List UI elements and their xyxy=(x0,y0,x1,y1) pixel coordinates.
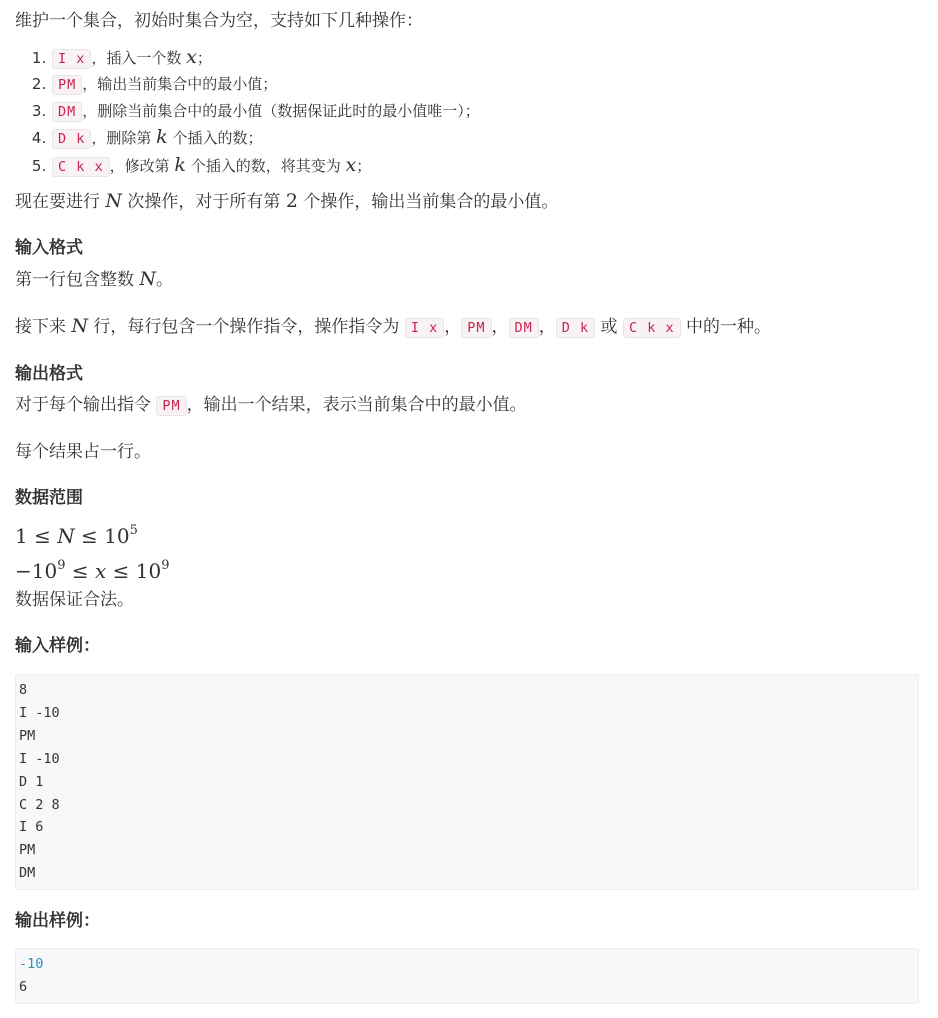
input-format-line2: 接下来 N 行，每行包含一个操作指令，操作指令为 I x ， PM ， DM ， D k 或 C k x 中的一种。 xyxy=(15,315,772,338)
op-text: 个插入的数，将其变为 xyxy=(185,156,346,175)
output-format-line2: 每个结果占一行。 xyxy=(15,442,151,463)
math-var: k xyxy=(156,126,168,149)
math-var: k xyxy=(174,153,186,176)
operation-list xyxy=(15,45,919,180)
math-number: 2 xyxy=(285,190,298,213)
inline-code: C k x xyxy=(52,157,110,177)
output-format-line1: 对于每个输出指令 PM ，输出一个结果，表示当前集合中的最小值。 xyxy=(15,395,527,416)
inline-code: PM xyxy=(461,318,491,338)
math-var: x xyxy=(345,153,357,176)
op-text: ，输出当前集合中的最小值； xyxy=(82,75,278,94)
math-var: x xyxy=(94,559,107,584)
math-var: N xyxy=(105,190,123,213)
inline-code: D k xyxy=(52,129,91,149)
output-format-heading: 输出格式 xyxy=(15,364,83,385)
list-item xyxy=(51,153,919,180)
task-text: 现在要进行 N 次操作，对于所有第 2 个操作，输出当前集合的最小值。 xyxy=(15,190,559,213)
sample-input-block[interactable]: 8 I -10 PM I -10 D 1 C 2 8 I 6 PM DM xyxy=(15,674,919,890)
inline-code: DM xyxy=(52,102,82,122)
inline-code: C k x xyxy=(623,318,681,338)
range-x: $-10^9 \le x \le 10^9$ xyxy=(15,558,170,584)
list-item xyxy=(51,125,919,152)
inline-code: PM xyxy=(52,75,82,95)
math-var: N xyxy=(57,524,75,549)
math-var: x xyxy=(186,46,197,68)
inline-code: I x xyxy=(52,49,91,69)
inline-code: I x xyxy=(405,318,444,338)
range-n: $1 \le N \le 10^5$ xyxy=(15,523,138,549)
intro-text: 维护一个集合，初始时集合为空，支持如下几种操作： xyxy=(15,11,423,31)
inline-code: D k xyxy=(556,318,595,338)
list-item xyxy=(51,99,919,125)
math-var: N xyxy=(71,315,89,338)
math-var: N xyxy=(139,268,157,291)
list-item xyxy=(51,45,919,72)
sample-input-heading: 输入样例： xyxy=(15,636,100,657)
op-text: ； xyxy=(356,156,372,175)
data-range-heading: 数据范围 xyxy=(15,488,83,509)
op-text: ； xyxy=(196,49,212,67)
list-item xyxy=(51,72,919,98)
op-text: ，修改第 xyxy=(109,156,175,175)
input-format-heading: 输入格式 xyxy=(15,238,83,259)
sample-output-block[interactable]: -10 6 xyxy=(15,948,919,1004)
range-note: 数据保证合法。 xyxy=(15,590,134,611)
op-text: ，插入一个数 xyxy=(91,49,187,67)
op-text: 个插入的数； xyxy=(167,129,263,148)
inline-code: DM xyxy=(509,318,539,338)
inline-code: PM xyxy=(156,396,186,416)
op-text: ，删除第 xyxy=(91,129,157,148)
op-text: ，删除当前集合中的最小值（数据保证此时的最小值唯一）； xyxy=(82,101,480,120)
input-format-line1: 第一行包含整数 N。 xyxy=(15,268,174,291)
sample-output-heading: 输出样例： xyxy=(15,911,100,932)
